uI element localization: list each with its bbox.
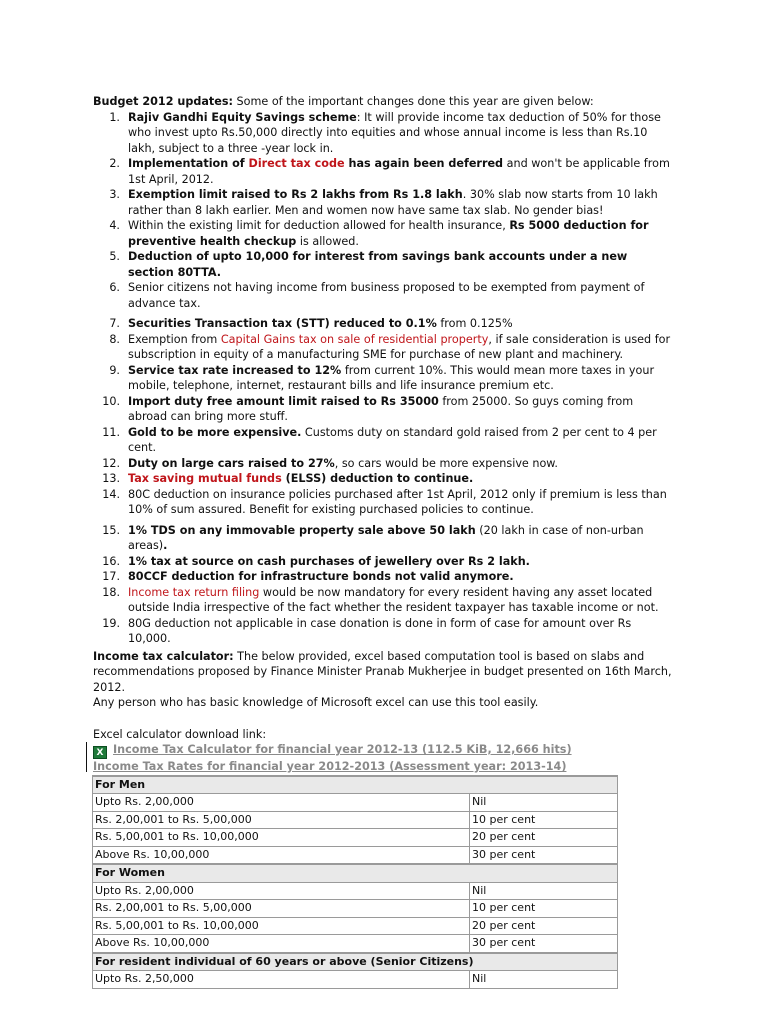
income-range-cell: Above Rs. 10,00,000 — [93, 935, 470, 953]
table-row — [93, 882, 618, 900]
update-item-text: and won't be applicable from 1st April, 2012. — [128, 157, 670, 186]
update-item — [93, 187, 675, 218]
update-item-text: Service tax rate increased to 12% — [128, 363, 342, 377]
table-row — [93, 900, 618, 918]
update-item-text: Income tax return filing — [128, 585, 260, 599]
update-item-number: 5. — [109, 250, 120, 263]
update-item-text: Rs 5000 deduction for preventive health checkup — [128, 219, 649, 248]
update-item-text: is allowed. — [296, 234, 359, 248]
calculator-download-link-text: Income Tax Calculator for financial year 2012-13 (112.5 KiB, 12,666 hits) — [113, 743, 572, 756]
calculator-download-link[interactable] — [93, 742, 675, 759]
update-item-text: Direct tax code — [248, 157, 345, 170]
budget-updates-list — [93, 110, 675, 647]
download-label: Excel calculator download link: — [93, 727, 267, 741]
update-item-text: Gold to be more expensive. — [128, 425, 302, 439]
update-item-number: 19. — [102, 616, 120, 630]
tax-rate-cell: 10 per cent — [470, 900, 618, 918]
update-item-text: . 30% slab now starts from 10 lakh rather than 8 lakh earlier. Men and women now have same tax slab. No gender bias! — [128, 188, 658, 217]
update-item — [93, 471, 675, 487]
tax-rate-cell: Nil — [470, 882, 618, 900]
section-header-cell: For resident individual of 60 years or above (Senior Citizens) — [93, 953, 618, 971]
update-item-text: 80G deduction not applicable in case donation is done in form of case for amount over Rs 10,000. — [128, 616, 632, 645]
tax-rate-cell: 10 per cent — [470, 811, 618, 829]
tax-slab-table — [92, 775, 618, 989]
calculator-section — [93, 649, 675, 711]
income-range-cell: Rs. 2,00,001 to Rs. 5,00,000 — [93, 900, 470, 918]
income-range-cell: Rs. 2,00,001 to Rs. 5,00,000 — [93, 811, 470, 829]
update-item-text: Implementation of — [128, 157, 249, 170]
update-item-number: 7. — [109, 317, 120, 330]
tax-rate-cell: 20 per cent — [470, 917, 618, 935]
income-range-cell: Upto Rs. 2,00,000 — [93, 794, 470, 812]
update-item-text: Duty on large cars raised to 27% — [128, 456, 335, 470]
table-row — [93, 846, 618, 864]
update-item-number: 2. — [109, 157, 120, 170]
update-item-text: Capital Gains tax on sale of residential property — [220, 332, 489, 346]
update-item — [93, 332, 675, 363]
update-item-number: 17. — [102, 570, 120, 583]
update-item — [93, 394, 675, 425]
update-item — [93, 425, 675, 456]
update-item-text: , so cars would be more expensive now. — [334, 456, 558, 470]
update-item-number: 15. — [102, 523, 120, 537]
calculator-text: The below provided, excel based computation tool is based on slabs and recommendations proposed by Finance Minister Pranab Mukherjee in budget presented on 16th March, 2012. — [93, 649, 672, 694]
update-item-text: Securities Transaction tax (STT) reduced to 0.1% — [128, 317, 437, 330]
section-header-cell: For Men — [93, 776, 618, 794]
update-item-text: from current 10%. This would mean more taxes in your mobile, telephone, internet, restaurant bills and life insurance premium etc. — [128, 363, 655, 392]
update-item-text: from 25000. So guys coming from abroad can bring more stuff. — [128, 394, 634, 423]
update-item — [93, 456, 675, 472]
calculator-heading: Income tax calculator: — [93, 649, 234, 663]
update-item — [93, 523, 675, 554]
table-row — [93, 794, 618, 812]
update-item-number: 4. — [109, 219, 120, 232]
update-item — [93, 363, 675, 394]
tax-rate-cell: Nil — [470, 794, 618, 812]
update-item-text: . — [163, 539, 168, 552]
update-item-text: Exemption from — [128, 332, 221, 346]
update-item-text: would be now mandatory for every resident having any asset located outside India irrespective of the fact whether the resident taxpayer has taxable income or not. — [128, 585, 659, 614]
update-item — [93, 110, 675, 157]
budget-heading: Budget 2012 updates: — [93, 95, 233, 108]
update-item — [93, 280, 675, 311]
update-item — [93, 585, 675, 616]
update-item-number: 10. — [102, 394, 120, 408]
update-item-number: 3. — [109, 188, 120, 201]
tax-rate-cell: 20 per cent — [470, 829, 618, 847]
table-row — [93, 935, 618, 953]
update-item — [93, 554, 675, 570]
calculator-note: Any person who has basic knowledge of Microsoft excel can use this tool easily. — [93, 696, 539, 709]
update-item-number: 13. — [102, 472, 120, 485]
update-item-text: (20 lakh in case of non-urban areas) — [128, 523, 644, 552]
budget-intro — [93, 94, 675, 110]
table-section-header — [93, 864, 618, 882]
download-links — [93, 742, 675, 775]
update-item — [93, 218, 675, 249]
table-row — [93, 917, 618, 935]
update-item — [93, 487, 675, 518]
text-cursor — [86, 742, 87, 772]
tax-rate-cell: 30 per cent — [470, 846, 618, 864]
table-section-header — [93, 953, 618, 971]
update-item — [93, 156, 675, 187]
update-item-text: 1% tax at source on cash purchases of jewellery over Rs 2 lakh. — [128, 554, 530, 568]
income-range-cell: Upto Rs. 2,00,000 — [93, 882, 470, 900]
update-item-text: , if sale consideration is used for subscription in equity of a manufacturing SME for purchase of new plant and machinery. — [128, 332, 671, 361]
table-row — [93, 829, 618, 847]
update-item-text: Import duty free amount limit raised to Rs 35000 — [128, 394, 439, 408]
update-item-number: 8. — [109, 332, 120, 346]
update-item-text: Within the existing limit for deduction allowed for health insurance, — [128, 219, 510, 232]
section-header-cell: For Women — [93, 864, 618, 882]
tax-rates-link[interactable]: Income Tax Rates for financial year 2012-2013 (Assessment year: 2013-14) — [93, 760, 567, 773]
tax-rate-cell: Nil — [470, 971, 618, 989]
update-item-text: Rajiv Gandhi Equity Savings scheme — [128, 110, 357, 124]
update-item-number: 11. — [102, 425, 120, 439]
document-page — [93, 94, 675, 989]
update-item-text: 80CCF deduction for infrastructure bonds not valid anymore. — [128, 570, 514, 583]
update-item-text: 80C deduction on insurance policies purchased after 1st April, 2012 only if premium is less than 10% of sum assured. Benefit for existing purchased policies to continue. — [128, 487, 667, 516]
table-row — [93, 811, 618, 829]
update-item-text: Deduction of upto 10,000 for interest from savings bank accounts under a new section 80TTA. — [128, 250, 628, 279]
update-item-text: 1% TDS on any immovable property sale above 50 lakh — [128, 523, 476, 537]
tax-rate-cell: 30 per cent — [470, 935, 618, 953]
update-item-number: 9. — [109, 363, 120, 377]
update-item-text: Tax saving mutual funds — [128, 472, 282, 485]
income-range-cell: Above Rs. 10,00,000 — [93, 846, 470, 864]
update-item — [93, 316, 675, 332]
update-item-text: Senior citizens not having income from business proposed to be exempted from payment of advance tax. — [128, 281, 645, 310]
update-item — [93, 569, 675, 585]
update-item-number: 6. — [109, 281, 120, 294]
update-item-number: 12. — [102, 456, 120, 470]
update-item-number: 16. — [102, 554, 120, 568]
update-item-text: : It will provide income tax deduction of 50% for those who invest upto Rs.50,000 directly into equities and whose annual income is less than Rs.10 lakh, subject to a three -year lock in. — [128, 110, 661, 155]
excel-file-icon: X — [93, 746, 107, 759]
update-item — [93, 616, 675, 647]
update-item-text: Customs duty on standard gold raised from 2 per cent to 4 per cent. — [128, 425, 657, 454]
table-row — [93, 971, 618, 989]
income-range-cell: Rs. 5,00,001 to Rs. 10,00,000 — [93, 829, 470, 847]
income-range-cell: Upto Rs. 2,50,000 — [93, 971, 470, 989]
update-item-number: 18. — [102, 585, 120, 599]
calculator-paragraph — [93, 649, 675, 696]
update-item — [93, 249, 675, 280]
update-item-text: Exemption limit raised to Rs 2 lakhs from Rs 1.8 lakh — [128, 188, 463, 201]
update-item-text: has again been deferred — [344, 157, 504, 170]
update-item-text: (ELSS) deduction to continue. — [281, 472, 474, 485]
income-range-cell: Rs. 5,00,001 to Rs. 10,00,000 — [93, 917, 470, 935]
table-section-header — [93, 776, 618, 794]
update-item-number: 1. — [109, 110, 120, 124]
budget-intro-text: Some of the important changes done this year are given below: — [232, 95, 594, 108]
update-item-text: from 0.125% — [436, 317, 513, 330]
update-item-number: 14. — [102, 487, 120, 501]
